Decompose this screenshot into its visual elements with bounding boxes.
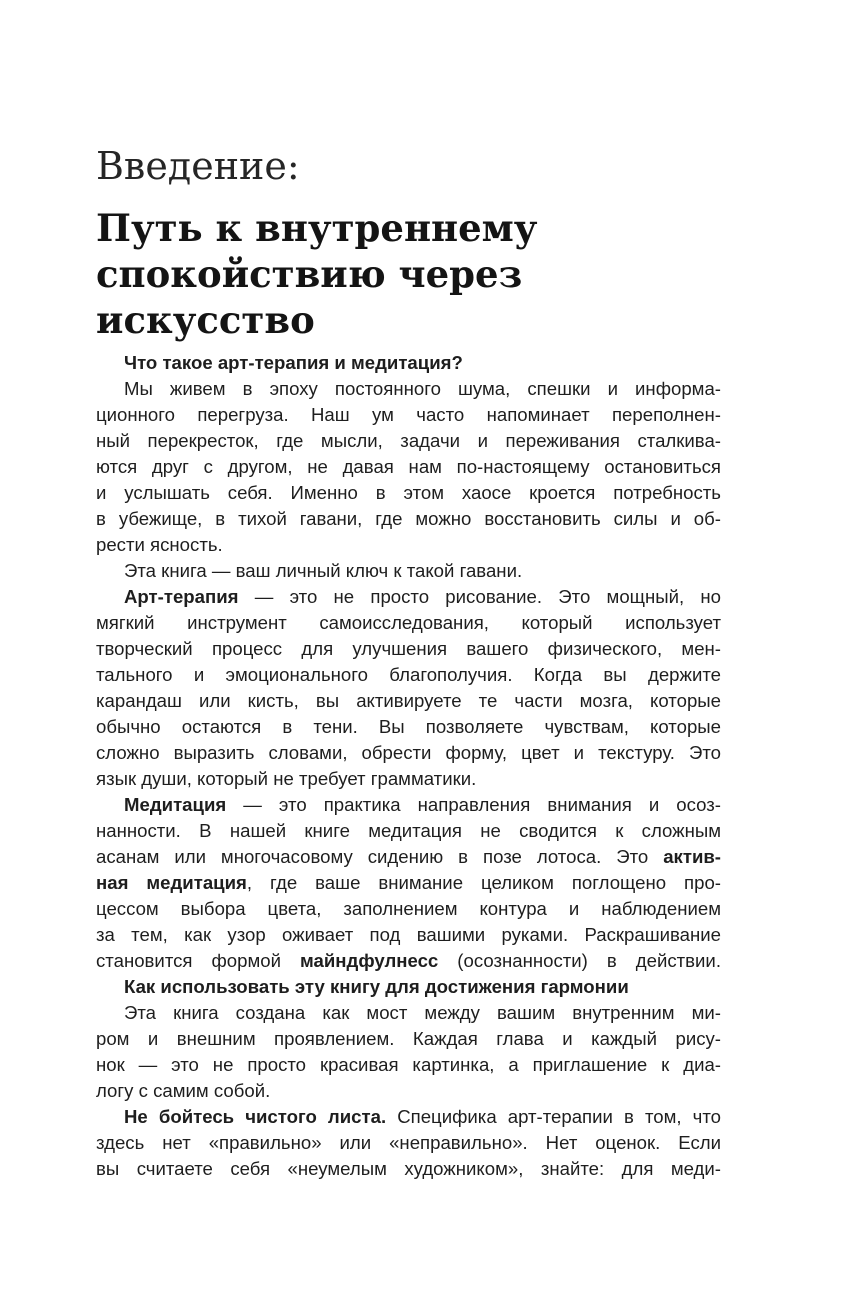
text-line: ром и внешним проявлением. Каждая глава и каждый рису- [96,1028,721,1049]
chapter-title-line: спокойствию через [96,252,523,296]
text-line: мягкий инструмент самоисследования, который использует [96,612,721,633]
term-active-meditation-part2: ная медитация [96,872,247,893]
text-line: ный перекресток, где мысли, задачи и переживания сталкива- [96,430,721,451]
text-line: в убежище, в тихой гавани, где можно восстановить силы и об- [96,508,721,529]
chapter-title-line: искусство [96,298,315,342]
text-line: логу с самим собой. [96,1080,271,1101]
text-span: — это практика направления внимания и осоз- [226,794,721,815]
text-line: здесь нет «правильно» или «неправильно». Нет оценок. Если [96,1132,721,1153]
text-line: язык души, который не требует грамматики. [96,768,477,789]
chapter-title-line: Путь к внутреннему [96,206,538,250]
chapter-title [96,205,776,343]
text-line [96,584,721,610]
text-line: рести ясность. [96,534,223,555]
text-line: Эта книга создана как мост между вашим внутренним ми- [124,1002,721,1023]
text-line: Мы живем в эпоху постоянного шума, спешки и информа- [124,378,721,399]
text-line: обычно остаются в тени. Вы позволяете чувствам, которые [96,716,721,737]
text-line: сложно выразить словами, обрести форму, цвет и текстуру. Это [96,742,721,763]
text-line: цессом выбора цвета, заполнением контура и наблюдением [96,898,721,919]
term-blank-page: Не бойтесь чистого листа. [124,1106,387,1127]
text-line: ются друг с другом, не давая нам по-настоящему остановиться [96,456,721,477]
body-text [96,350,721,1182]
text-span: асанам или многочасовому сидению в позе лотоса. Это [96,846,664,867]
text-line [96,1104,721,1130]
text-span: становится формой [96,950,301,971]
text-span: (осознанности) в действии. [438,950,721,971]
chapter-pre-title: Введение: [96,144,300,188]
text-line: карандаш или кисть, вы активируете те части мозга, которые [96,690,721,711]
term-meditation: Медитация [124,794,227,815]
term-art-therapy: Арт-терапия [124,586,239,607]
term-mindfulness: майндфулнесс [300,950,439,971]
text-span: — это не просто рисование. Это мощный, но [238,586,721,607]
text-line [96,844,721,870]
text-line [96,792,721,818]
text-line: тального и эмоционального благополучия. Когда вы держите [96,664,721,685]
text-line: нанности. В нашей книге медитация не сводится к сложным [96,820,721,841]
text-line: творческий процесс для улучшения вашего физического, мен- [96,638,721,659]
text-line: и услышать себя. Именно в этом хаосе кроется потребность [96,482,721,503]
text-line: вы считаете себя «неумелым художником», знайте: для меди- [96,1158,721,1179]
text-line: Эта книга — ваш личный ключ к такой гавани. [124,560,523,581]
text-line: за тем, как узор оживает под вашими руками. Раскрашивание [96,924,721,945]
text-line: ционного перегруза. Наш ум часто напоминает переполнен- [96,404,721,425]
text-line: нок — это не просто красивая картинка, а приглашение к диа- [96,1054,721,1075]
text-line [96,870,721,896]
subheading-how-to-use-book: Как использовать эту книгу для достижения гармонии [124,976,629,997]
subheading-art-therapy-meditation: Что такое арт-терапия и медитация? [124,352,463,373]
text-line [96,948,721,974]
term-active-meditation-part1: актив- [663,846,721,867]
text-span: Специфика арт-терапии в том, что [386,1106,721,1127]
text-span: , где ваше внимание целиком поглощено про- [246,872,721,893]
